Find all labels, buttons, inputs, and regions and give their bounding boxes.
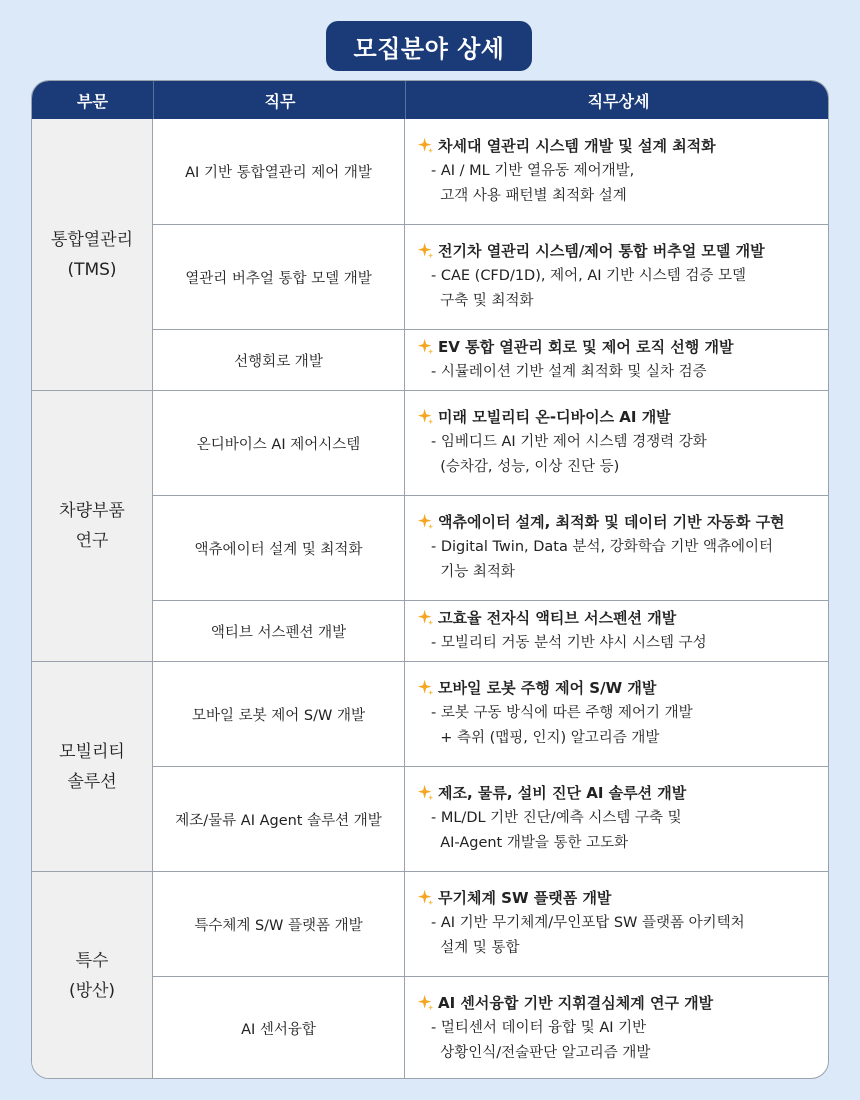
detail-title (417, 677, 829, 698)
detail-line: - 로봇 구동 방식에 따른 주행 제어기 개발 (431, 705, 693, 721)
detail-line: - AI / ML 기반 열유동 제어개발, (431, 162, 635, 179)
detail-title (417, 511, 829, 532)
recruitment-table (31, 80, 829, 1079)
detail-line: - Digital Twin, Data 분석, 강화학습 기반 액츄에이터 (431, 539, 773, 555)
role-cell: 제조/물류 AI Agent 솔루션 개발 (153, 766, 405, 871)
department-name: 모빌리티 (59, 741, 125, 762)
department-vehicle-parts (32, 390, 153, 661)
detail-cell (405, 495, 829, 600)
detail-title-text: 전기차 열관리 시스템/제어 통합 버추얼 모델 개발 (438, 242, 765, 260)
department-name: 통합열관리 (50, 229, 134, 250)
sparkle-icon (417, 513, 434, 530)
detail-line: - 임베디드 AI 기반 제어 시스템 경쟁력 강화 (431, 434, 707, 450)
detail-line: AI-Agent 개발을 통한 고도화 (431, 835, 629, 851)
detail-cell (405, 871, 829, 976)
detail-title-text: 차세대 열관리 시스템 개발 및 설계 최적화 (438, 136, 716, 155)
detail-title-text: 미래 모빌리티 온-디바이스 AI 개발 (438, 408, 671, 426)
detail-line: (승차감, 성능, 이상 진단 등) (431, 459, 620, 475)
detail-line: - AI 기반 무기체계/무인포탑 SW 플랫폼 아키텍처 (431, 915, 745, 931)
detail-cell (405, 329, 829, 390)
department-defense (32, 871, 153, 1079)
detail-line: - ML/DL 기반 진단/예측 시스템 구축 및 (431, 810, 682, 826)
detail-line: - 멀티센서 데이터 융합 및 AI 기반 (431, 1019, 647, 1036)
role-cell: 액츄에이터 설계 및 최적화 (153, 495, 405, 600)
role-cell: 선행회로 개발 (153, 329, 405, 390)
detail-title (417, 240, 829, 261)
department-subname: (방산) (68, 981, 116, 1001)
detail-title (417, 135, 829, 156)
detail-title-text: 제조, 물류, 설비 진단 AI 솔루션 개발 (438, 784, 687, 802)
role-cell: AI 기반 통합열관리 제어 개발 (153, 119, 405, 224)
sparkle-icon (417, 242, 434, 259)
sparkle-icon (417, 679, 434, 696)
role-cell: 온디바이스 AI 제어시스템 (153, 390, 405, 495)
detail-title (417, 336, 829, 357)
role-cell: AI 센서융합 (153, 976, 405, 1079)
department-subname: (TMS) (67, 259, 117, 280)
detail-cell (405, 390, 829, 495)
department-subname: 솔루션 (67, 771, 117, 792)
department-tms (32, 119, 153, 390)
department-subname: 연구 (75, 531, 109, 551)
detail-title-text: 무기체계 SW 플랫폼 개발 (438, 889, 612, 907)
detail-title-text: 액츄에이터 설계, 최적화 및 데이터 기반 자동화 구현 (438, 513, 785, 531)
department-mobility-solution (32, 661, 153, 871)
sparkle-icon (417, 994, 434, 1011)
page-title: 모집분야 상세 (326, 21, 532, 71)
detail-cell (405, 119, 829, 224)
detail-title (417, 406, 829, 427)
detail-line: 상황인식/전술판단 알고리즘 개발 (431, 1044, 651, 1061)
detail-cell (405, 661, 829, 766)
sparkle-icon (417, 889, 434, 906)
department-name: 차량부품 (59, 501, 125, 521)
sparkle-icon (417, 338, 434, 355)
detail-line: + 측위 (맵핑, 인지) 알고리즘 개발 (431, 730, 660, 746)
detail-cell (405, 976, 829, 1079)
department-name: 특수 (75, 951, 109, 971)
detail-cell (405, 766, 829, 871)
detail-line: - 모빌리티 거동 분석 기반 샤시 시스템 구성 (431, 634, 707, 651)
detail-title (417, 607, 829, 628)
detail-title-text: 고효율 전자식 액티브 서스펜션 개발 (438, 608, 677, 627)
sparkle-icon (417, 137, 434, 154)
table-header (32, 81, 828, 119)
sparkle-icon (417, 609, 434, 626)
header-department: 부문 (77, 91, 108, 111)
detail-line: 설계 및 통합 (431, 940, 520, 956)
detail-title (417, 887, 829, 908)
detail-title (417, 782, 829, 803)
role-cell: 모바일 로봇 제어 S/W 개발 (153, 661, 405, 766)
sparkle-icon (417, 408, 434, 425)
detail-cell (405, 600, 829, 661)
detail-title (417, 992, 829, 1013)
detail-title-text: 모바일 로봇 주행 제어 S/W 개발 (438, 679, 657, 697)
detail-line: - CAE (CFD/1D), 제어, AI 기반 시스템 검증 모델 (431, 268, 747, 284)
detail-line: 기능 최적화 (431, 564, 515, 580)
role-cell: 열관리 버추얼 통합 모델 개발 (153, 224, 405, 329)
detail-line: 고객 사용 패턴별 최적화 설계 (431, 187, 627, 204)
detail-line: 구축 및 최적화 (431, 293, 534, 309)
detail-line: - 시뮬레이션 기반 설계 최적화 및 실차 검증 (431, 363, 707, 380)
header-role-detail: 직무상세 (405, 81, 829, 119)
header-role: 직무 (153, 81, 406, 119)
sparkle-icon (417, 784, 434, 801)
detail-title-text: AI 센서융합 기반 지휘결심체계 연구 개발 (438, 993, 714, 1012)
detail-cell (405, 224, 829, 329)
role-cell: 액티브 서스펜션 개발 (153, 600, 405, 661)
detail-title-text: EV 통합 열관리 회로 및 제어 로직 선행 개발 (438, 337, 734, 356)
role-cell: 특수체계 S/W 플랫폼 개발 (153, 871, 405, 976)
